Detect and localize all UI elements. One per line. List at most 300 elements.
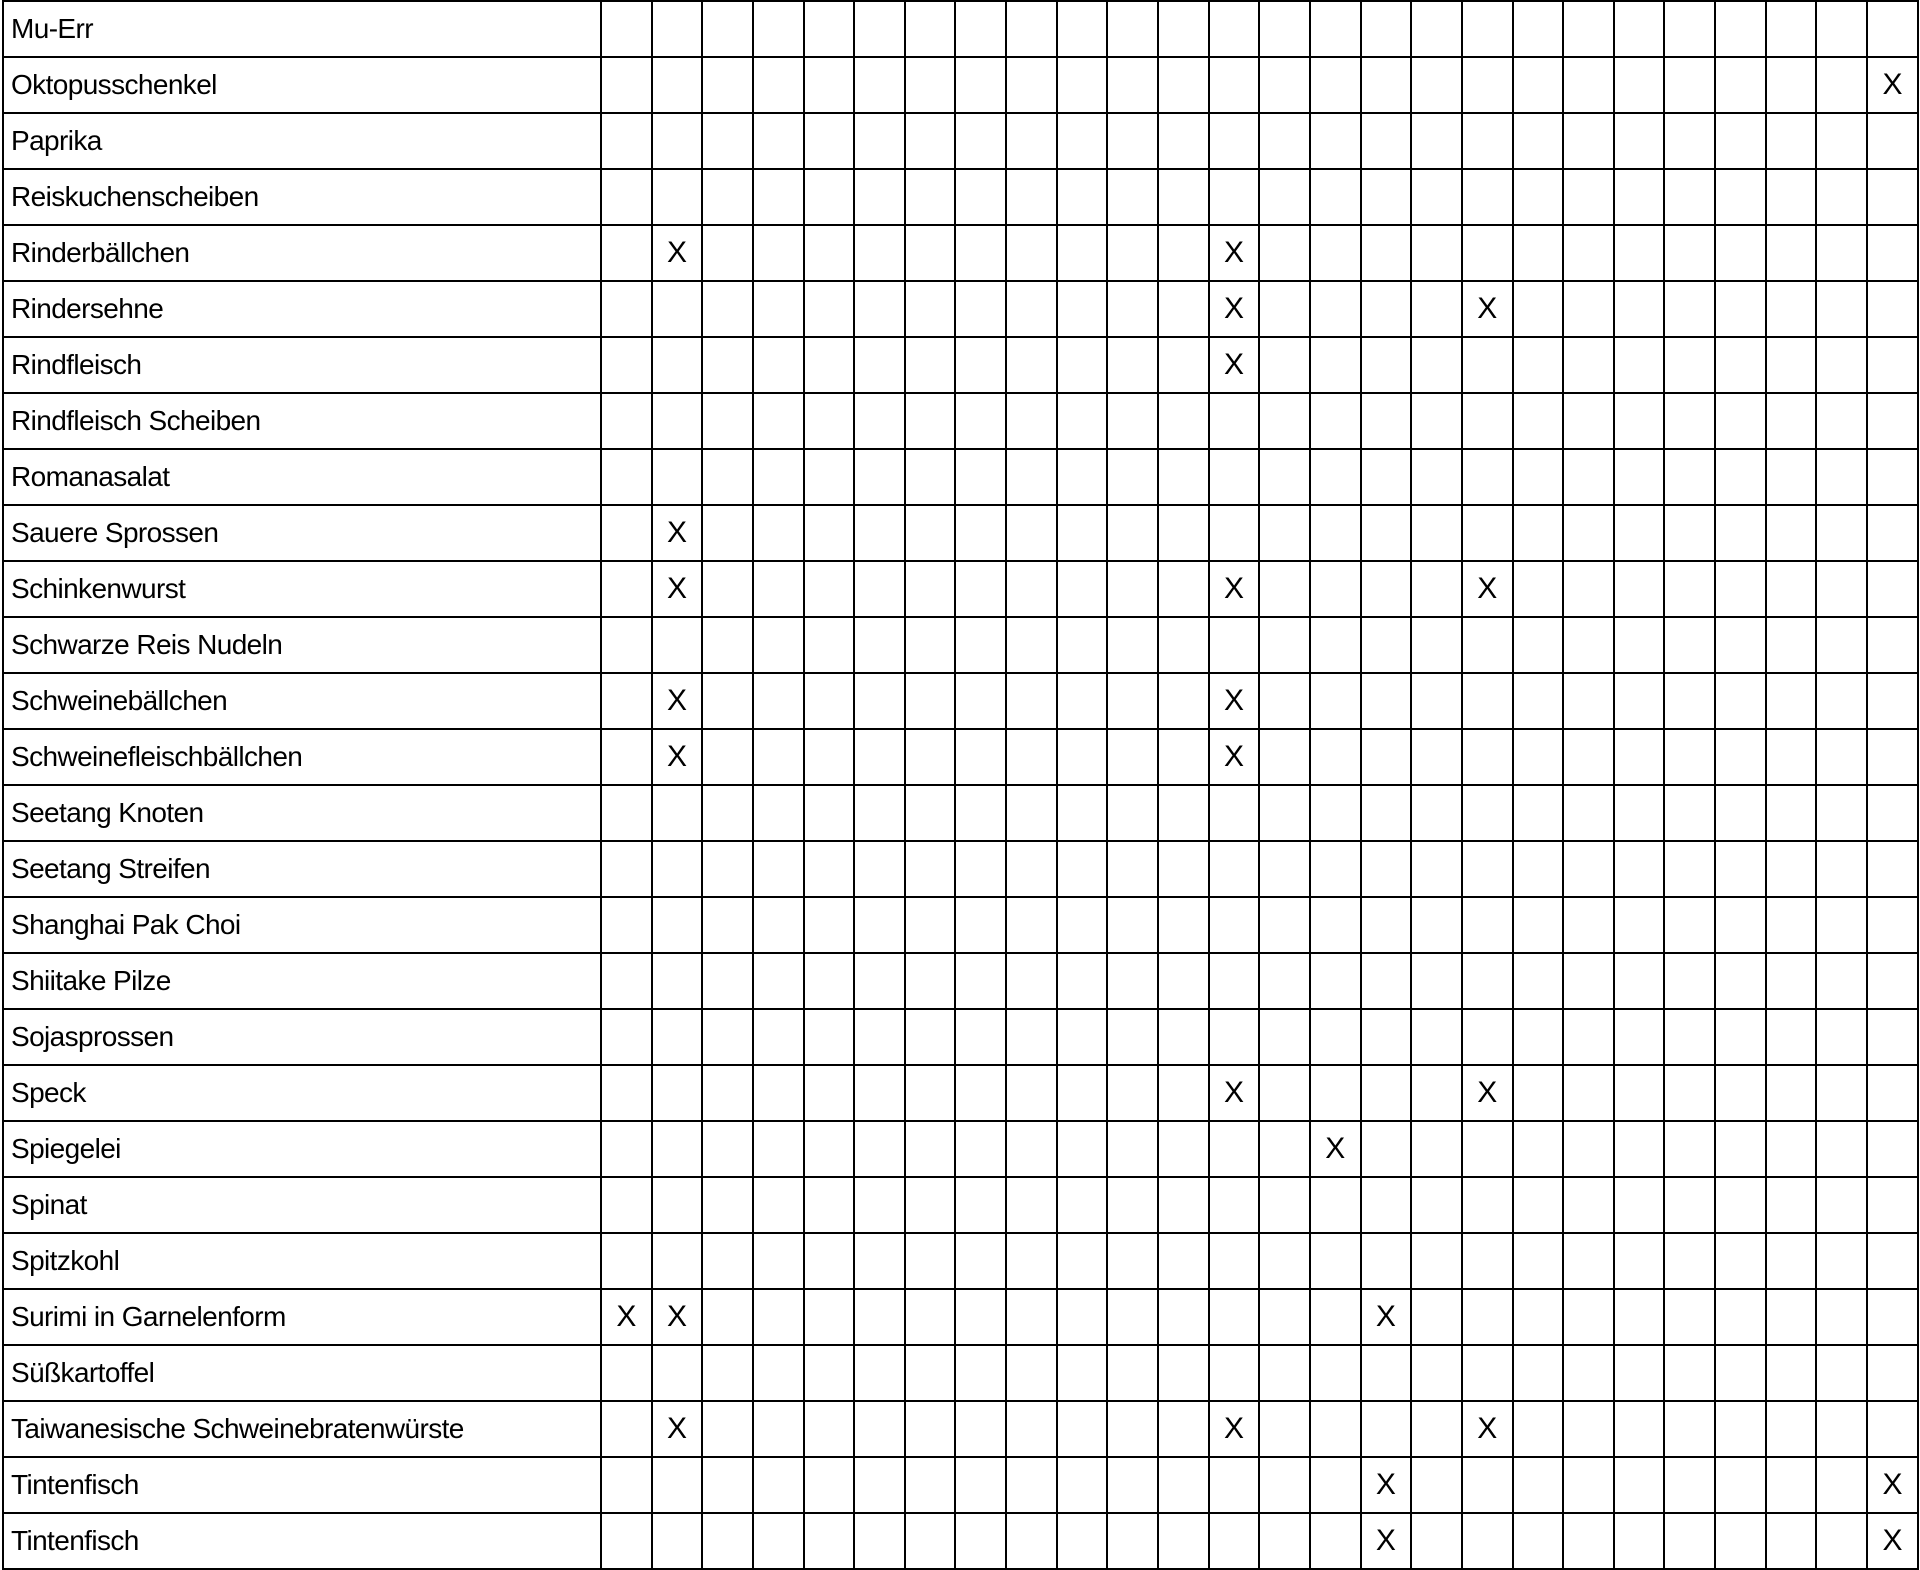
empty-cell	[1614, 673, 1665, 729]
empty-cell	[1563, 281, 1614, 337]
table-row	[3, 505, 1918, 561]
empty-cell	[1766, 505, 1817, 561]
empty-cell	[1361, 337, 1412, 393]
empty-cell	[1563, 673, 1614, 729]
empty-cell	[1057, 1, 1108, 57]
table-row	[3, 953, 1918, 1009]
empty-cell	[905, 953, 956, 1009]
empty-cell	[1361, 953, 1412, 1009]
empty-cell	[1715, 1, 1766, 57]
empty-cell	[702, 1, 753, 57]
empty-cell	[1867, 617, 1918, 673]
empty-cell	[1006, 113, 1057, 169]
empty-cell	[753, 225, 804, 281]
empty-cell	[1158, 673, 1209, 729]
empty-cell	[1614, 1121, 1665, 1177]
empty-cell	[652, 953, 703, 1009]
empty-cell	[804, 449, 855, 505]
empty-cell	[1361, 449, 1412, 505]
empty-cell	[1462, 841, 1513, 897]
empty-cell	[1158, 1009, 1209, 1065]
empty-cell	[955, 1513, 1006, 1569]
empty-cell	[1614, 1009, 1665, 1065]
empty-cell	[652, 841, 703, 897]
empty-cell	[1563, 1177, 1614, 1233]
empty-cell	[1411, 1, 1462, 57]
empty-cell	[1715, 841, 1766, 897]
empty-cell	[1766, 113, 1817, 169]
ingredient-name: Romanasalat	[3, 449, 601, 505]
ingredient-name: Schweinebällchen	[3, 673, 601, 729]
empty-cell	[1614, 57, 1665, 113]
empty-cell	[1563, 337, 1614, 393]
empty-cell	[804, 673, 855, 729]
empty-cell	[1361, 841, 1412, 897]
empty-cell	[1513, 113, 1564, 169]
empty-cell	[1513, 1065, 1564, 1121]
empty-cell	[1462, 1177, 1513, 1233]
table-row	[3, 729, 1918, 785]
empty-cell	[1715, 1345, 1766, 1401]
ingredient-name: Mu-Err	[3, 1, 601, 57]
empty-cell	[1664, 561, 1715, 617]
empty-cell	[1867, 561, 1918, 617]
empty-cell	[1816, 113, 1867, 169]
empty-cell	[1816, 729, 1867, 785]
empty-cell	[1614, 1065, 1665, 1121]
empty-cell	[1259, 57, 1310, 113]
empty-cell	[1766, 841, 1817, 897]
empty-cell	[1513, 449, 1564, 505]
empty-cell	[1411, 505, 1462, 561]
empty-cell	[1563, 1121, 1614, 1177]
empty-cell	[1259, 1345, 1310, 1401]
empty-cell	[753, 1513, 804, 1569]
empty-cell	[854, 1289, 905, 1345]
empty-cell	[1766, 617, 1817, 673]
empty-cell	[702, 337, 753, 393]
ingredient-name: Rindfleisch	[3, 337, 601, 393]
mark-cell-x: X	[652, 1289, 703, 1345]
empty-cell	[652, 785, 703, 841]
empty-cell	[854, 1065, 905, 1121]
empty-cell	[1310, 1177, 1361, 1233]
empty-cell	[1513, 1513, 1564, 1569]
empty-cell	[652, 337, 703, 393]
empty-cell	[1513, 57, 1564, 113]
empty-cell	[652, 1513, 703, 1569]
empty-cell	[1715, 505, 1766, 561]
empty-cell	[1361, 1233, 1412, 1289]
empty-cell	[1664, 617, 1715, 673]
empty-cell	[1259, 673, 1310, 729]
mark-cell-x: X	[1209, 1065, 1260, 1121]
empty-cell	[1158, 785, 1209, 841]
empty-cell	[905, 169, 956, 225]
table-row	[3, 57, 1918, 113]
empty-cell	[854, 169, 905, 225]
empty-cell	[955, 1009, 1006, 1065]
empty-cell	[1766, 1457, 1817, 1513]
empty-cell	[804, 505, 855, 561]
empty-cell	[1006, 1513, 1057, 1569]
empty-cell	[955, 1401, 1006, 1457]
empty-cell	[1462, 1289, 1513, 1345]
empty-cell	[753, 1, 804, 57]
empty-cell	[702, 1177, 753, 1233]
empty-cell	[1867, 953, 1918, 1009]
empty-cell	[804, 1177, 855, 1233]
empty-cell	[1867, 1289, 1918, 1345]
empty-cell	[1209, 1009, 1260, 1065]
empty-cell	[1664, 1513, 1715, 1569]
empty-cell	[1411, 1289, 1462, 1345]
empty-cell	[1513, 729, 1564, 785]
empty-cell	[1766, 673, 1817, 729]
empty-cell	[1361, 673, 1412, 729]
empty-cell	[1513, 1121, 1564, 1177]
empty-cell	[652, 113, 703, 169]
empty-cell	[601, 1121, 652, 1177]
empty-cell	[1107, 1233, 1158, 1289]
empty-cell	[1006, 169, 1057, 225]
empty-cell	[1057, 281, 1108, 337]
empty-cell	[905, 1345, 956, 1401]
empty-cell	[1766, 169, 1817, 225]
empty-cell	[1361, 169, 1412, 225]
empty-cell	[1158, 1177, 1209, 1233]
empty-cell	[854, 561, 905, 617]
empty-cell	[652, 1177, 703, 1233]
empty-cell	[1411, 449, 1462, 505]
empty-cell	[804, 897, 855, 953]
empty-cell	[1107, 897, 1158, 953]
empty-cell	[1411, 673, 1462, 729]
empty-cell	[905, 1065, 956, 1121]
empty-cell	[1462, 673, 1513, 729]
empty-cell	[1664, 281, 1715, 337]
empty-cell	[1816, 505, 1867, 561]
empty-cell	[753, 281, 804, 337]
empty-cell	[1259, 953, 1310, 1009]
empty-cell	[804, 1345, 855, 1401]
empty-cell	[1310, 1289, 1361, 1345]
empty-cell	[1614, 1513, 1665, 1569]
empty-cell	[1614, 393, 1665, 449]
empty-cell	[1361, 897, 1412, 953]
empty-cell	[601, 1009, 652, 1065]
empty-cell	[601, 169, 652, 225]
empty-cell	[1513, 617, 1564, 673]
table-row	[3, 1009, 1918, 1065]
empty-cell	[1513, 1401, 1564, 1457]
empty-cell	[854, 1177, 905, 1233]
empty-cell	[1158, 57, 1209, 113]
empty-cell	[804, 1, 855, 57]
empty-cell	[1006, 1009, 1057, 1065]
empty-cell	[1664, 1289, 1715, 1345]
empty-cell	[1411, 953, 1462, 1009]
empty-cell	[854, 1401, 905, 1457]
empty-cell	[1563, 1401, 1614, 1457]
empty-cell	[1107, 785, 1158, 841]
empty-cell	[1867, 225, 1918, 281]
empty-cell	[1209, 1121, 1260, 1177]
empty-cell	[1209, 1345, 1260, 1401]
empty-cell	[955, 57, 1006, 113]
empty-cell	[1057, 1121, 1108, 1177]
empty-cell	[1411, 1233, 1462, 1289]
empty-cell	[1107, 1121, 1158, 1177]
empty-cell	[804, 785, 855, 841]
empty-cell	[1310, 505, 1361, 561]
empty-cell	[1158, 897, 1209, 953]
empty-cell	[1715, 1009, 1766, 1065]
empty-cell	[804, 617, 855, 673]
empty-cell	[1057, 169, 1108, 225]
table-row	[3, 1513, 1918, 1569]
empty-cell	[1816, 617, 1867, 673]
empty-cell	[955, 1177, 1006, 1233]
empty-cell	[1664, 729, 1715, 785]
empty-cell	[955, 617, 1006, 673]
mark-cell-x: X	[1361, 1513, 1412, 1569]
empty-cell	[1614, 1, 1665, 57]
empty-cell	[1057, 1065, 1108, 1121]
empty-cell	[652, 1121, 703, 1177]
empty-cell	[702, 225, 753, 281]
empty-cell	[804, 561, 855, 617]
mark-cell-x: X	[1209, 225, 1260, 281]
empty-cell	[702, 1065, 753, 1121]
mark-cell-x: X	[1867, 1457, 1918, 1513]
empty-cell	[1006, 337, 1057, 393]
empty-cell	[1361, 57, 1412, 113]
mark-cell-x: X	[1361, 1457, 1412, 1513]
empty-cell	[1310, 1009, 1361, 1065]
empty-cell	[1614, 841, 1665, 897]
empty-cell	[1664, 673, 1715, 729]
empty-cell	[1006, 561, 1057, 617]
empty-cell	[1411, 57, 1462, 113]
empty-cell	[753, 449, 804, 505]
empty-cell	[1563, 953, 1614, 1009]
empty-cell	[1715, 1065, 1766, 1121]
empty-cell	[1462, 1009, 1513, 1065]
empty-cell	[1006, 673, 1057, 729]
empty-cell	[905, 1289, 956, 1345]
empty-cell	[1310, 953, 1361, 1009]
empty-cell	[1057, 1009, 1108, 1065]
empty-cell	[1766, 225, 1817, 281]
empty-cell	[1715, 1401, 1766, 1457]
empty-cell	[955, 281, 1006, 337]
empty-cell	[1310, 281, 1361, 337]
empty-cell	[1816, 393, 1867, 449]
empty-cell	[905, 1233, 956, 1289]
empty-cell	[652, 1457, 703, 1513]
empty-cell	[753, 841, 804, 897]
empty-cell	[1209, 1457, 1260, 1513]
empty-cell	[955, 1, 1006, 57]
empty-cell	[955, 225, 1006, 281]
mark-cell-x: X	[1209, 281, 1260, 337]
empty-cell	[1664, 1009, 1715, 1065]
table-row	[3, 1233, 1918, 1289]
empty-cell	[1563, 449, 1614, 505]
empty-cell	[1766, 1121, 1817, 1177]
empty-cell	[905, 1401, 956, 1457]
empty-cell	[1006, 57, 1057, 113]
ingredient-name: Süßkartoffel	[3, 1345, 601, 1401]
empty-cell	[1107, 561, 1158, 617]
empty-cell	[1513, 1345, 1564, 1401]
empty-cell	[1107, 1401, 1158, 1457]
empty-cell	[1107, 393, 1158, 449]
empty-cell	[1766, 449, 1817, 505]
empty-cell	[905, 729, 956, 785]
empty-cell	[1158, 393, 1209, 449]
empty-cell	[652, 1233, 703, 1289]
empty-cell	[1563, 1513, 1614, 1569]
mark-cell-x: X	[1209, 1401, 1260, 1457]
empty-cell	[1209, 449, 1260, 505]
empty-cell	[1361, 785, 1412, 841]
empty-cell	[1158, 1401, 1209, 1457]
empty-cell	[1107, 1, 1158, 57]
empty-cell	[601, 505, 652, 561]
empty-cell	[1462, 1457, 1513, 1513]
empty-cell	[1107, 337, 1158, 393]
empty-cell	[1411, 1513, 1462, 1569]
empty-cell	[1462, 617, 1513, 673]
empty-cell	[1563, 113, 1614, 169]
empty-cell	[854, 897, 905, 953]
empty-cell	[905, 561, 956, 617]
empty-cell	[1766, 1065, 1817, 1121]
empty-cell	[1209, 505, 1260, 561]
empty-cell	[1158, 729, 1209, 785]
table-row	[3, 1345, 1918, 1401]
ingredient-name: Spitzkohl	[3, 1233, 601, 1289]
ingredient-name: Shanghai Pak Choi	[3, 897, 601, 953]
empty-cell	[1614, 561, 1665, 617]
empty-cell	[804, 1401, 855, 1457]
empty-cell	[1310, 1, 1361, 57]
mark-cell-x: X	[652, 505, 703, 561]
empty-cell	[1867, 281, 1918, 337]
table-row	[3, 1289, 1918, 1345]
empty-cell	[905, 1513, 956, 1569]
empty-cell	[1259, 1121, 1310, 1177]
empty-cell	[854, 449, 905, 505]
empty-cell	[1715, 729, 1766, 785]
empty-cell	[1766, 1, 1817, 57]
empty-cell	[601, 561, 652, 617]
empty-cell	[1006, 1065, 1057, 1121]
empty-cell	[702, 953, 753, 1009]
empty-cell	[1107, 1513, 1158, 1569]
empty-cell	[1513, 337, 1564, 393]
empty-cell	[601, 113, 652, 169]
empty-cell	[601, 953, 652, 1009]
empty-cell	[804, 1009, 855, 1065]
empty-cell	[1411, 225, 1462, 281]
empty-cell	[1614, 1233, 1665, 1289]
empty-cell	[1158, 505, 1209, 561]
empty-cell	[1158, 561, 1209, 617]
empty-cell	[753, 337, 804, 393]
empty-cell	[1158, 1065, 1209, 1121]
empty-cell	[905, 841, 956, 897]
empty-cell	[1158, 1345, 1209, 1401]
empty-cell	[1259, 729, 1310, 785]
empty-cell	[652, 897, 703, 953]
empty-cell	[905, 225, 956, 281]
empty-cell	[1664, 1233, 1715, 1289]
empty-cell	[1867, 673, 1918, 729]
empty-cell	[955, 1233, 1006, 1289]
empty-cell	[1715, 1121, 1766, 1177]
empty-cell	[1361, 1177, 1412, 1233]
empty-cell	[1664, 113, 1715, 169]
empty-cell	[1310, 1513, 1361, 1569]
empty-cell	[1259, 225, 1310, 281]
empty-cell	[1462, 953, 1513, 1009]
empty-cell	[753, 1401, 804, 1457]
empty-cell	[1816, 1289, 1867, 1345]
empty-cell	[1867, 1177, 1918, 1233]
empty-cell	[652, 393, 703, 449]
empty-cell	[1715, 1457, 1766, 1513]
empty-cell	[1259, 449, 1310, 505]
empty-cell	[1462, 897, 1513, 953]
empty-cell	[1664, 1345, 1715, 1401]
empty-cell	[1411, 617, 1462, 673]
empty-cell	[1462, 113, 1513, 169]
empty-cell	[1867, 1, 1918, 57]
empty-cell	[753, 1289, 804, 1345]
empty-cell	[652, 449, 703, 505]
empty-cell	[1259, 505, 1310, 561]
empty-cell	[1057, 337, 1108, 393]
empty-cell	[753, 505, 804, 561]
empty-cell	[702, 785, 753, 841]
table-row	[3, 337, 1918, 393]
empty-cell	[1563, 1, 1614, 57]
empty-cell	[854, 729, 905, 785]
ingredient-name: Schwarze Reis Nudeln	[3, 617, 601, 673]
empty-cell	[652, 1065, 703, 1121]
empty-cell	[1361, 1121, 1412, 1177]
empty-cell	[1209, 113, 1260, 169]
empty-cell	[1310, 841, 1361, 897]
empty-cell	[1513, 1177, 1564, 1233]
empty-cell	[1107, 225, 1158, 281]
empty-cell	[1259, 785, 1310, 841]
empty-cell	[753, 953, 804, 1009]
empty-cell	[1664, 505, 1715, 561]
empty-cell	[1006, 729, 1057, 785]
empty-cell	[905, 57, 956, 113]
empty-cell	[1209, 57, 1260, 113]
empty-cell	[1259, 1, 1310, 57]
empty-cell	[854, 1513, 905, 1569]
empty-cell	[955, 169, 1006, 225]
empty-cell	[1209, 1, 1260, 57]
empty-cell	[702, 1009, 753, 1065]
empty-cell	[1563, 897, 1614, 953]
